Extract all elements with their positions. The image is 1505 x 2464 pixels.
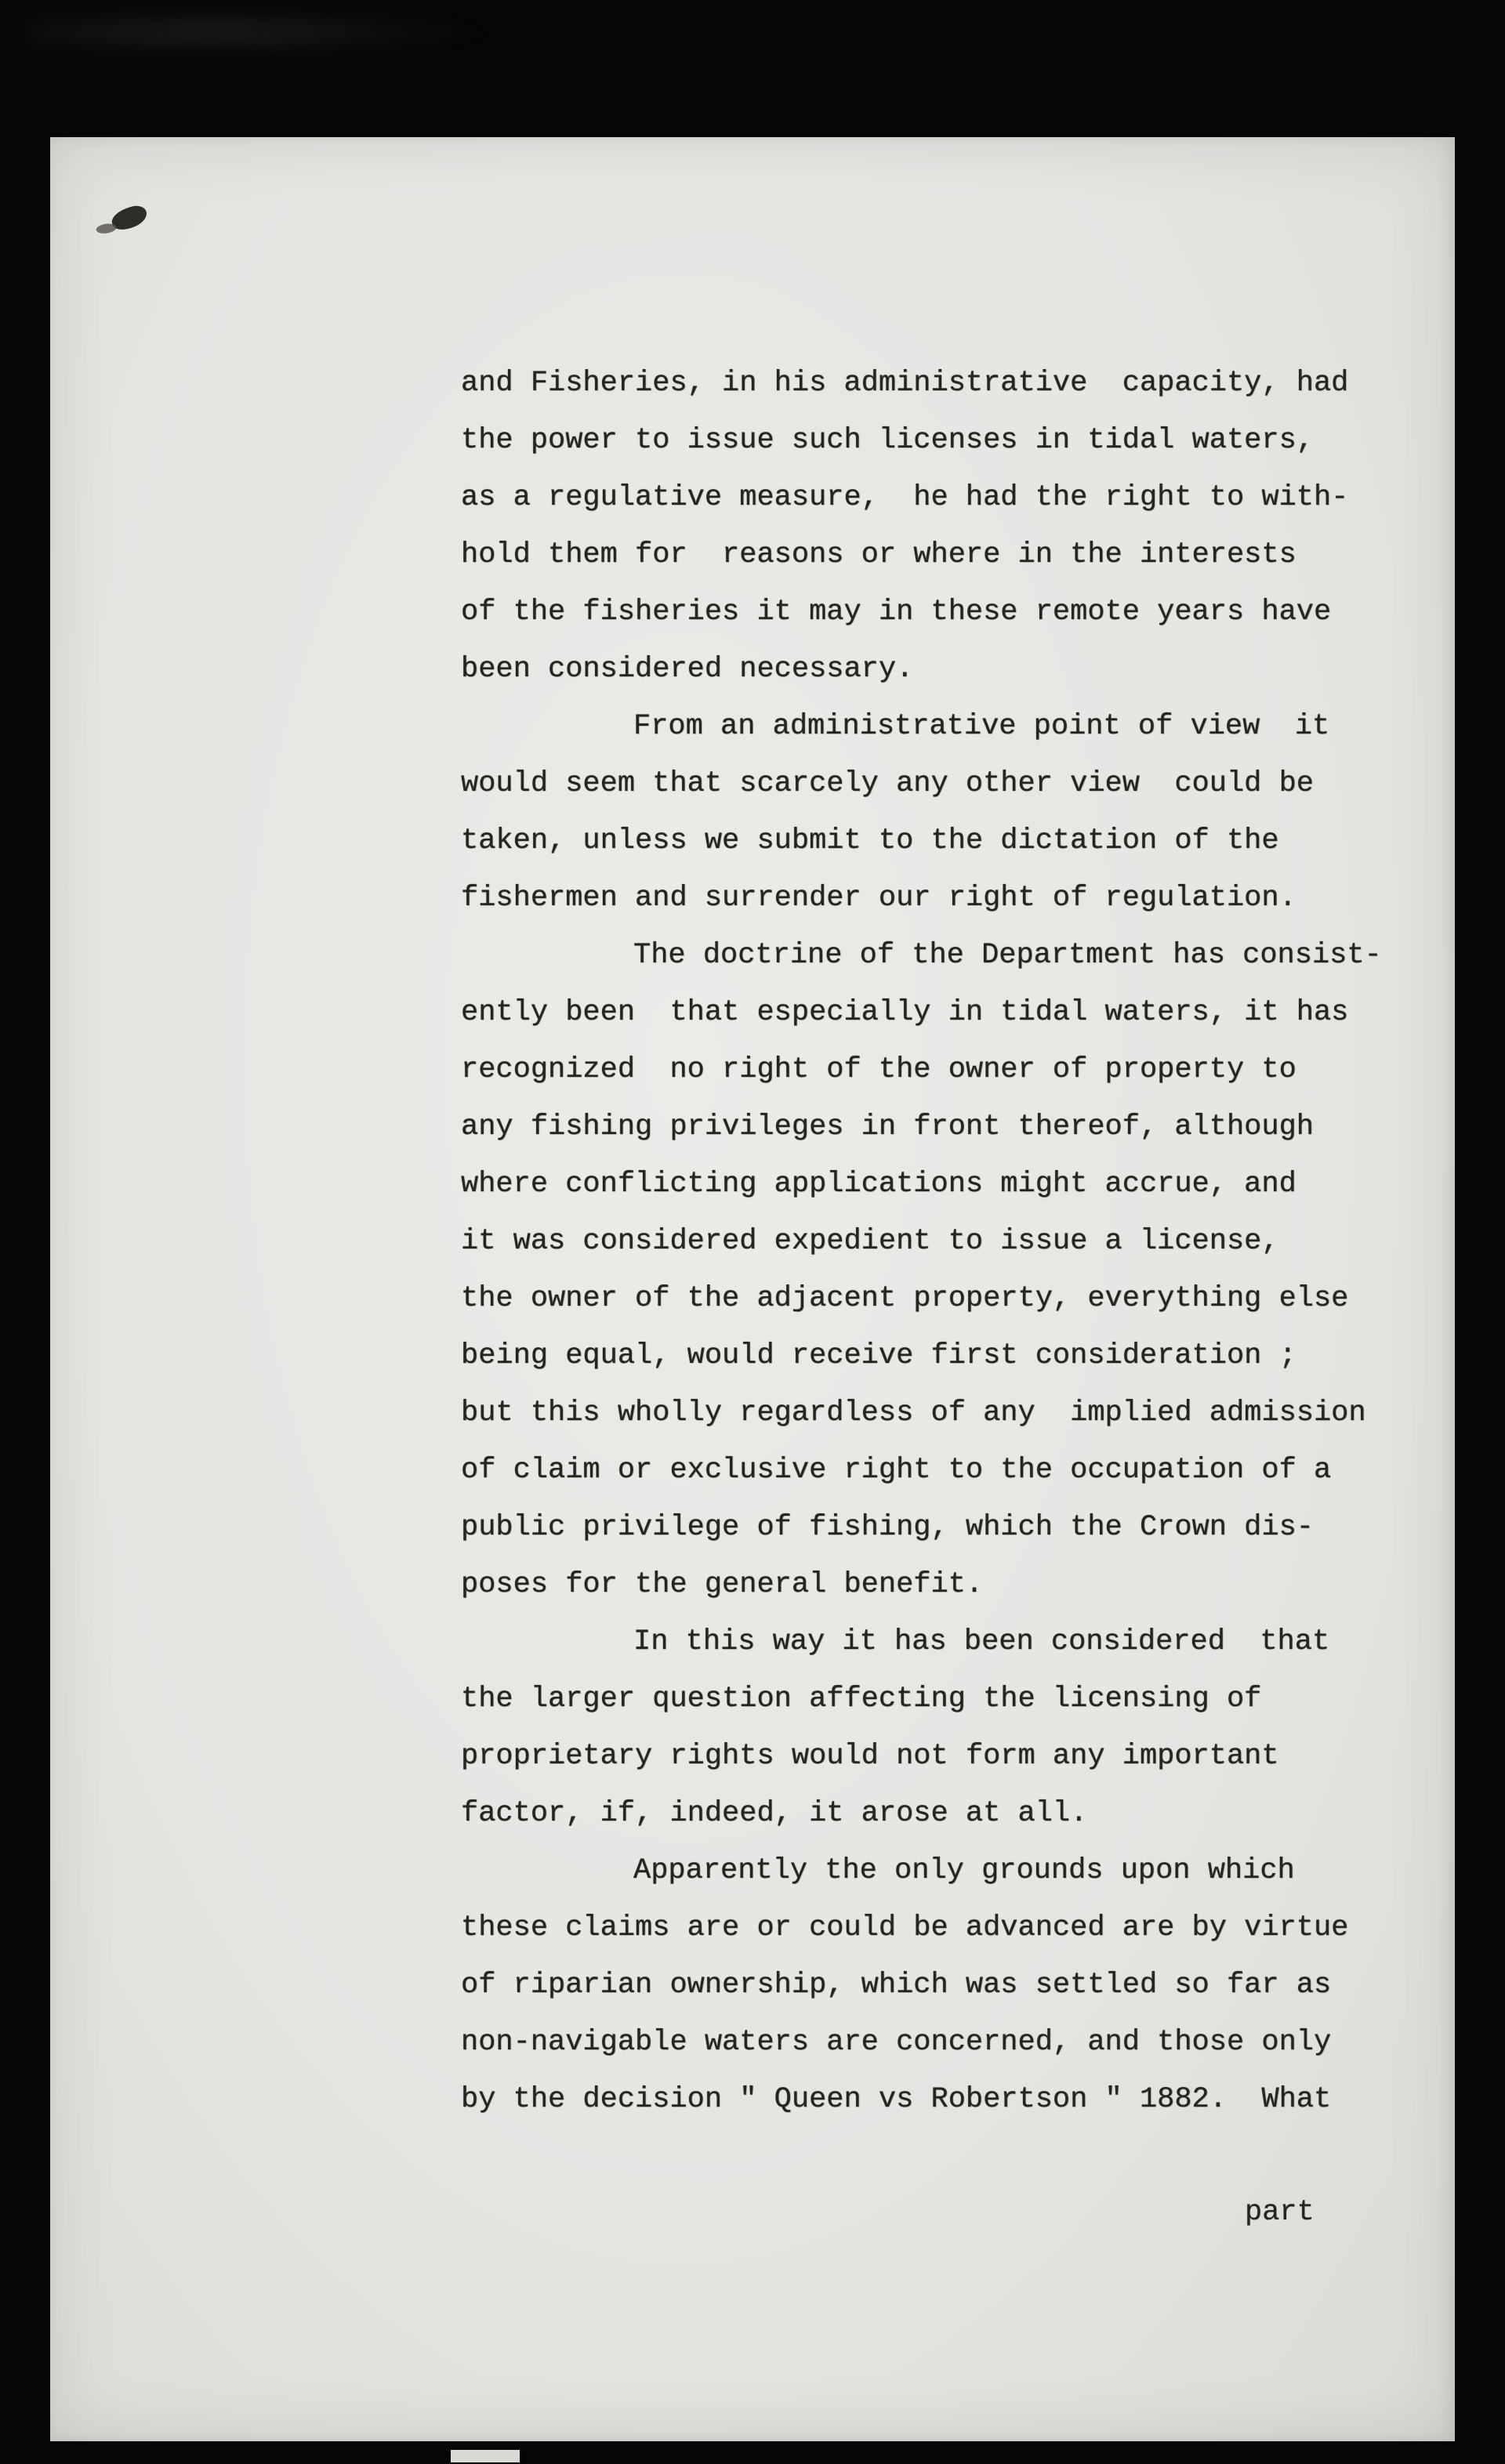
text-line: of riparian ownership, which was settled so far as bbox=[461, 1969, 1332, 2002]
text-line: by the decision " Queen vs Robertson " 1882. What bbox=[461, 2083, 1332, 2116]
text-line: where conflicting applications might accrue, and bbox=[461, 1168, 1296, 1201]
text-line: the larger question affecting the licensing of bbox=[461, 1683, 1262, 1716]
text-line: the owner of the adjacent property, everything else bbox=[461, 1282, 1349, 1315]
text-line: any fishing privileges in front thereof, although bbox=[461, 1111, 1314, 1143]
ink-smudge bbox=[109, 203, 149, 233]
text-line: non-navigable waters are concerned, and those only bbox=[461, 2026, 1332, 2059]
document-page bbox=[50, 137, 1455, 2441]
text-line: fishermen and surrender our right of regulation. bbox=[461, 882, 1296, 915]
text-line: taken, unless we submit to the dictation of the bbox=[461, 824, 1279, 857]
text-line: it was considered expedient to issue a license, bbox=[461, 1225, 1279, 1258]
scan-artifact-top bbox=[24, 5, 494, 60]
text-line: would seem that scarcely any other view could be bbox=[461, 767, 1314, 800]
text-line: hold them for reasons or where in the interests bbox=[461, 538, 1296, 571]
text-line: the power to issue such licenses in tidal waters, bbox=[461, 424, 1314, 457]
document-text bbox=[461, 355, 1449, 2129]
text-line: In this way it has been considered that bbox=[633, 1625, 1330, 1658]
text-line: of claim or exclusive right to the occupation of a bbox=[461, 1454, 1332, 1487]
text-line: Apparently the only grounds upon which bbox=[633, 1854, 1295, 1887]
text-line: factor, if, indeed, it arose at all. bbox=[461, 1797, 1088, 1830]
text-line: but this wholly regardless of any implied admission bbox=[461, 1397, 1366, 1429]
text-line: proprietary rights would not form any important bbox=[461, 1740, 1279, 1773]
text-line: ently been that especially in tidal waters, it has bbox=[461, 996, 1349, 1029]
page-footer-word: part bbox=[1245, 2196, 1315, 2229]
text-line: as a regulative measure, he had the right to with- bbox=[461, 481, 1349, 514]
text-line: and Fisheries, in his administrative capacity, had bbox=[461, 367, 1349, 400]
text-line: poses for the general benefit. bbox=[461, 1568, 984, 1601]
text-line: recognized no right of the owner of property to bbox=[461, 1053, 1296, 1086]
text-line: these claims are or could be advanced are by virtue bbox=[461, 1911, 1349, 1944]
text-line: been considered necessary. bbox=[461, 653, 914, 686]
text-line: being equal, would receive first consideration ; bbox=[461, 1339, 1296, 1372]
text-line: From an administrative point of view it bbox=[633, 710, 1330, 743]
scan-artifact-bottom bbox=[451, 2450, 520, 2462]
text-line: The doctrine of the Department has consist- bbox=[633, 939, 1382, 972]
text-line: public privilege of fishing, which the Crown dis- bbox=[461, 1511, 1314, 1544]
text-line: of the fisheries it may in these remote years have bbox=[461, 596, 1332, 629]
